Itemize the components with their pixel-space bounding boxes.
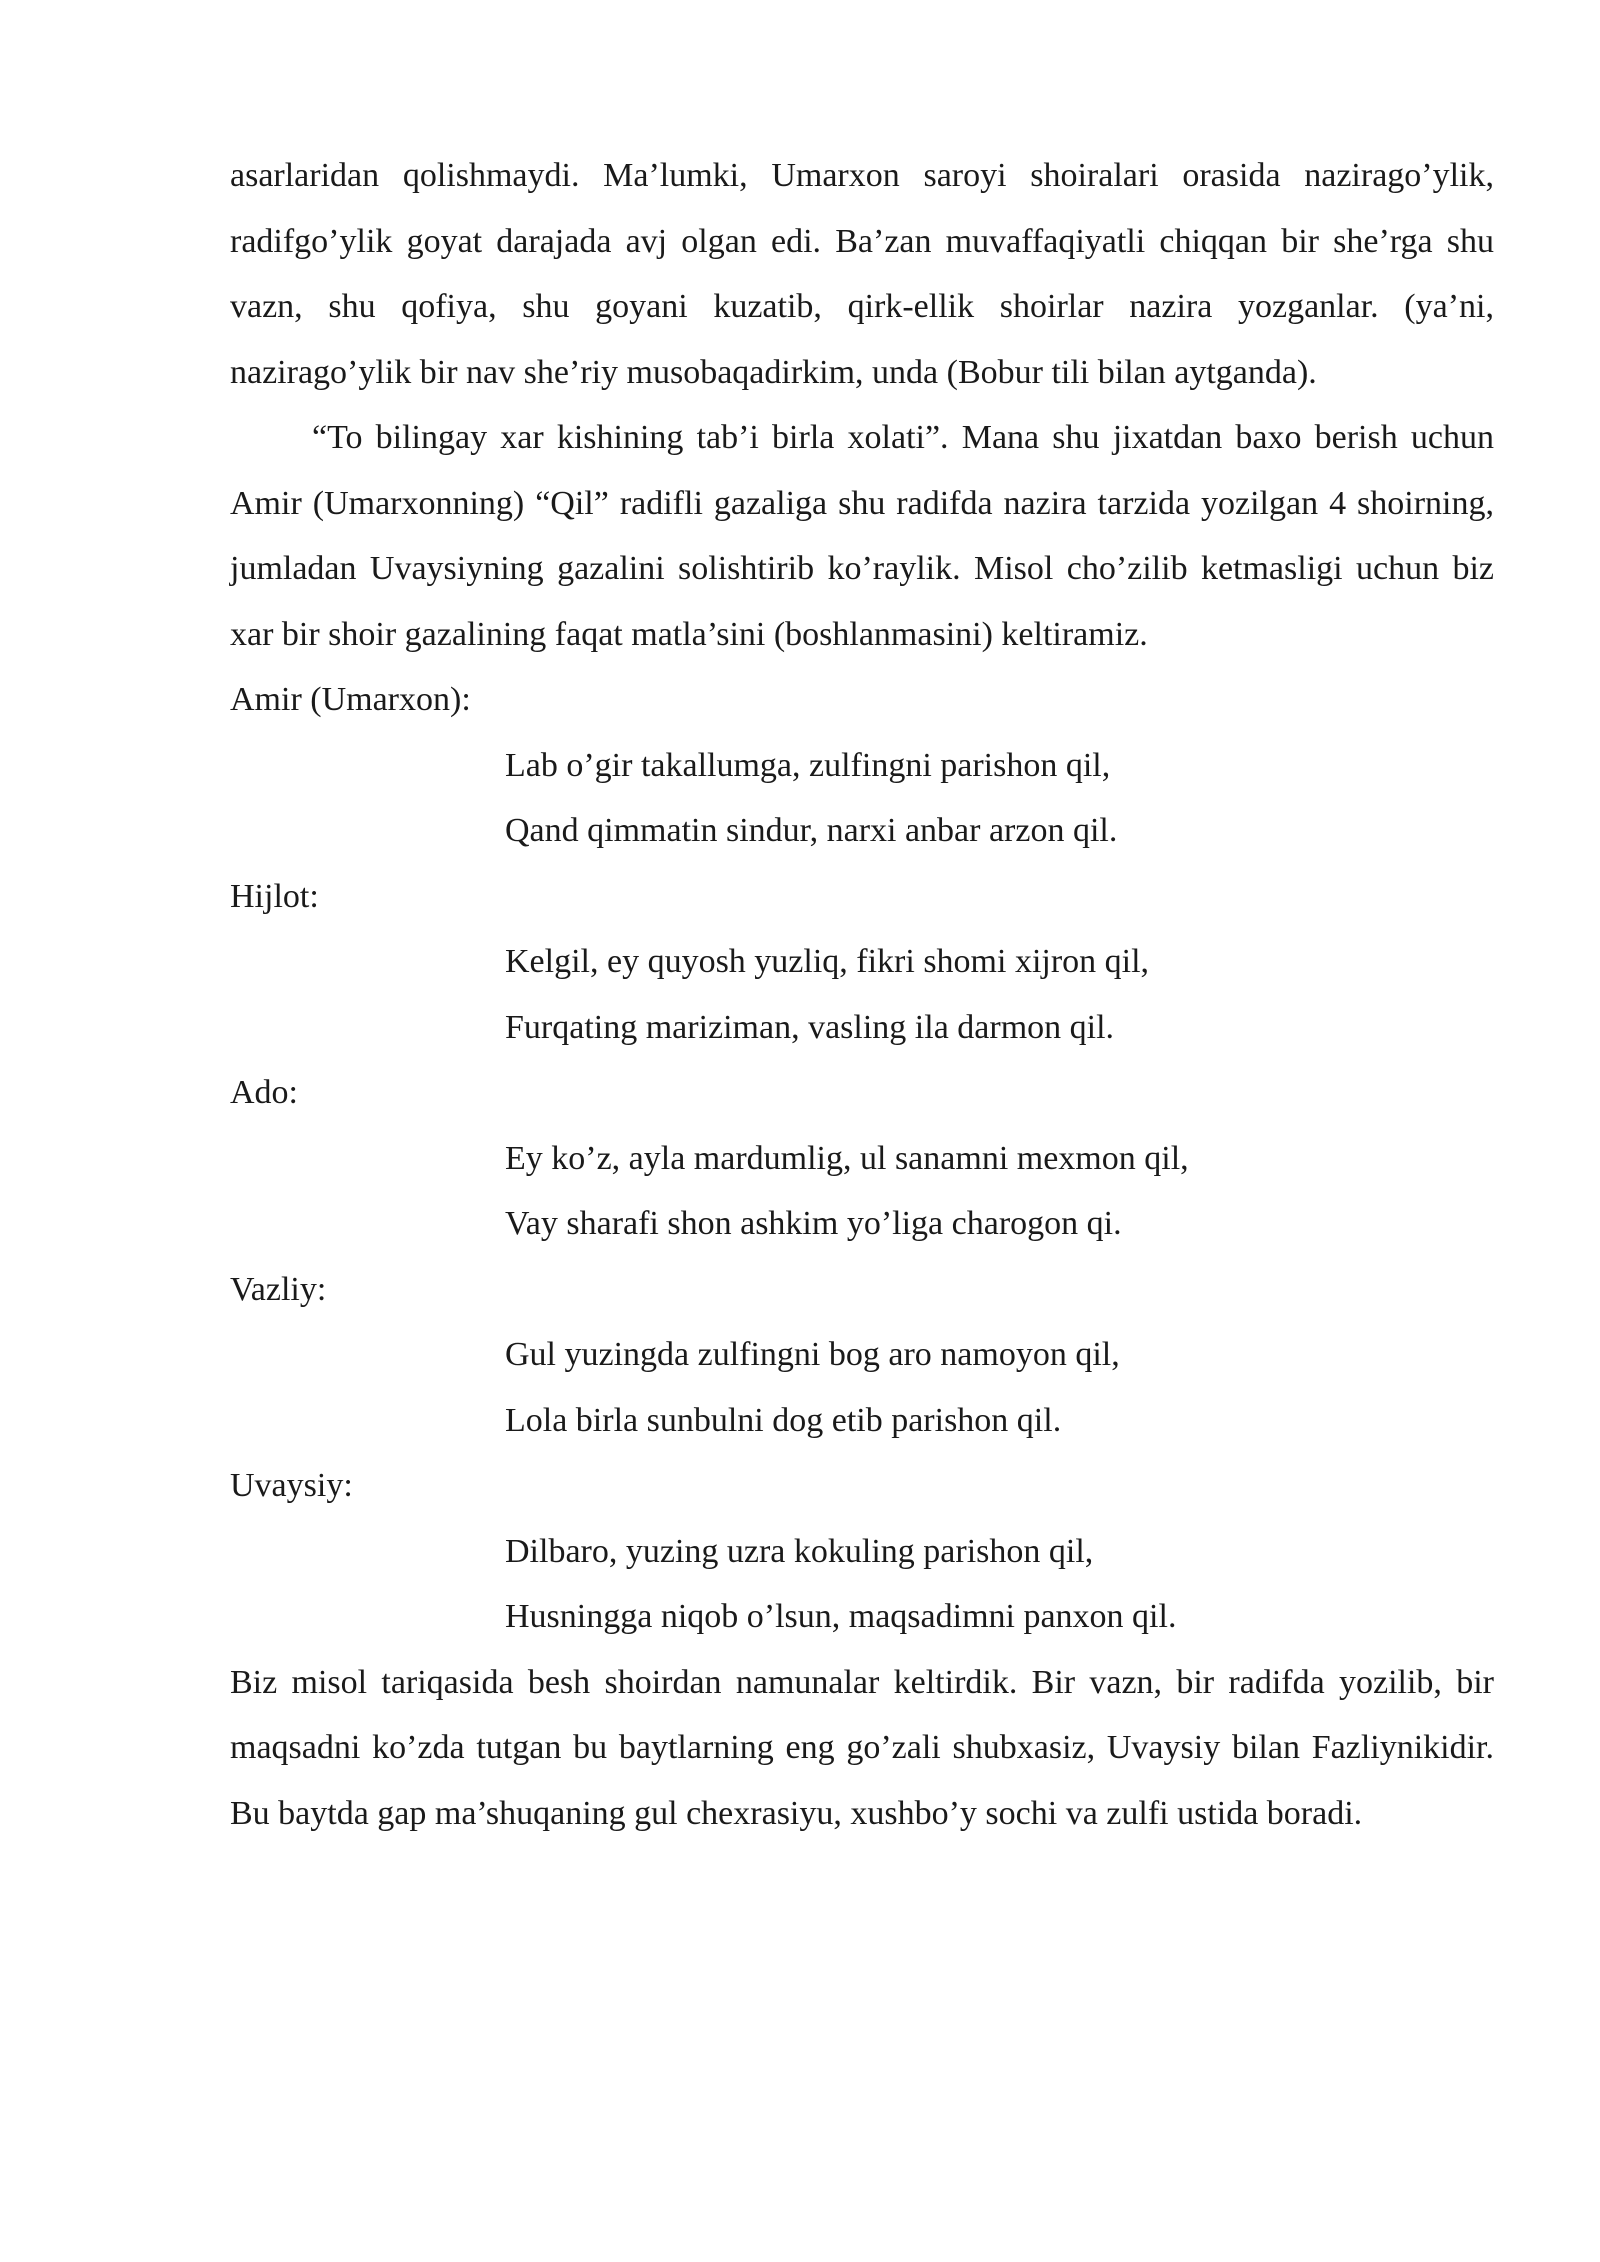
poem-block-uvaysiy: [230, 1453, 1494, 1650]
poem-block-ado: [230, 1060, 1494, 1257]
poet-name: Uvaysiy:: [230, 1467, 353, 1504]
verse-line: Lola birla sunbulni dog etib parishon qil.: [505, 1401, 1062, 1439]
verse-line: Ey ko’z, ayla mardumlig, ul sanamni mexmon qil,: [505, 1139, 1189, 1177]
verse-line: Qand qimmatin sindur, narxi anbar arzon qil.: [505, 812, 1118, 849]
verse-line: Husningga niqob o’lsun, maqsadimni panxon qil.: [505, 1598, 1177, 1635]
verse-line: Vay sharafi shon ashkim yo’liga charogon qi.: [505, 1205, 1122, 1242]
poet-name: Vazliy:: [230, 1270, 327, 1308]
paragraph-conclusion: Biz misol tariqasida besh shoirdan namunalar keltirdik. Bir vazn, bir radifda yozilib, bir maqsadni ko’zda tutgan bu baytlarning eng go’zali shubxasiz, Uvaysiy bilan Fazliynikidir. Bu baytda gap ma’shuqaning gul chexrasiyu, xushbo’y sochi va zulfi ustida boradi.: [230, 1663, 1494, 1832]
paragraph-comparison: “To bilingay xar kishining tab’i birla xolati”. Mana shu jixatdan baxo berish uchun Amir (Umarxonning) “Qil” radifli gazaliga shu radifda nazira tarzida yozilgan 4 shoirning, jumladan Uvaysiyning gazalini solishtirib ko’raylik. Misol cho’zilib ketmasligi uchun biz xar bir shoir gazalining faqat matla’sini (boshlanmasini) keltiramiz.: [230, 419, 1494, 653]
verse-line: Lab o’gir takallumga, zulfingni parishon qil,: [505, 746, 1111, 784]
poet-name: Hijlot:: [230, 877, 319, 915]
verse-line: Furqating mariziman, vasling ila darmon qil.: [505, 1008, 1115, 1046]
document-page: [230, 143, 1494, 1846]
paragraph-intro: asarlaridan qolishmaydi. Ma’lumki, Umarxon saroyi shoiralari orasida nazirago’ylik, radifgo’ylik goyat darajada avj olgan edi. Ba’zan muvaffaqiyatli chiqqan bir she’rga shu vazn, shu qofiya, shu goyani kuzatib, qirk-ellik shoirlar nazira yozganlar. (ya’ni, nazirago’ylik bir nav she’riy musobaqadirkim, unda (Bobur tili bilan aytganda).: [230, 157, 1494, 391]
poet-name: Amir (Umarxon):: [230, 681, 471, 718]
poem-block-hijlot: [230, 864, 1494, 1061]
poet-name: Ado:: [230, 1074, 298, 1111]
verse-line: Dilbaro, yuzing uzra kokuling parishon qil,: [505, 1532, 1094, 1570]
verse-line: Gul yuzingda zulfingni bog aro namoyon qil,: [505, 1336, 1120, 1373]
verse-line: Kelgil, ey quyosh yuzliq, fikri shomi xijron qil,: [505, 943, 1150, 980]
poem-block-vazliy: [230, 1257, 1494, 1454]
poem-block-amir: [230, 667, 1494, 864]
